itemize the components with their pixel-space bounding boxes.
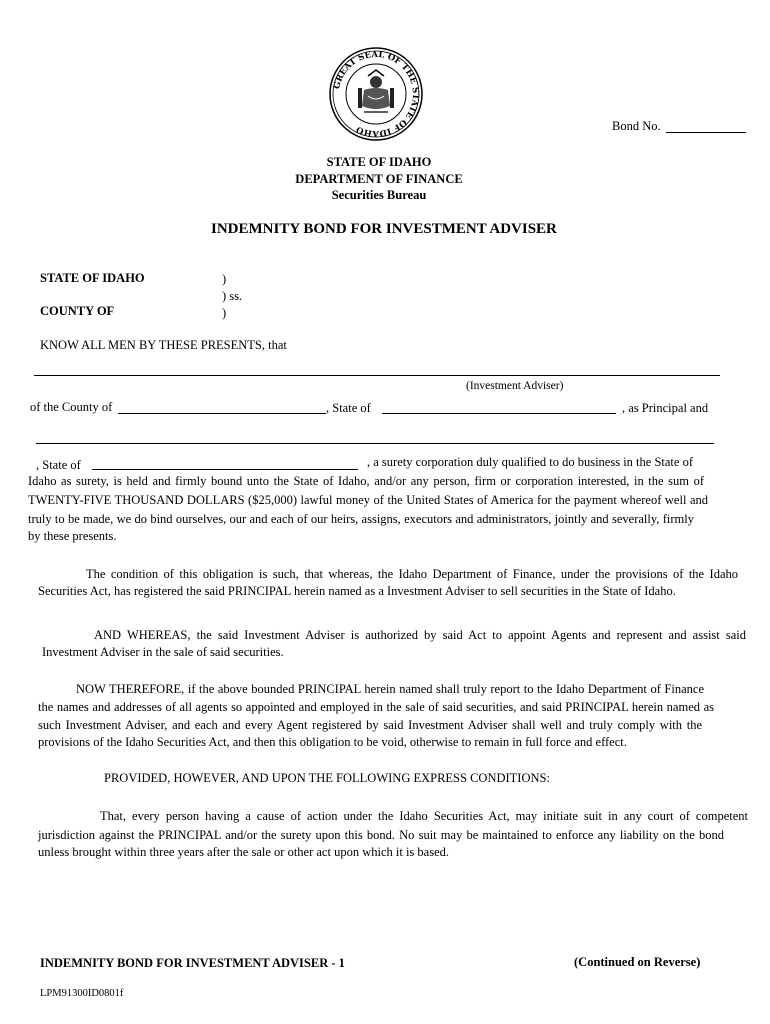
- continued-note: (Continued on Reverse): [574, 955, 701, 969]
- know-all-text: KNOW ALL MEN BY THESE PRESENTS, that: [40, 338, 287, 352]
- surety-line-2: Idaho as surety, is held and firmly bound unto the State of Idaho, and/or any person, firm or corporation interested, in the sum of: [28, 474, 704, 488]
- that-every-line-1: That, every person having a cause of action under the Idaho Securities Act, may initiate suit in any court of competent: [100, 809, 748, 823]
- bond-no-label: Bond No.: [612, 119, 661, 133]
- county-field[interactable]: [118, 413, 326, 414]
- investment-adviser-caption: (Investment Adviser): [466, 380, 564, 392]
- footer-title: INDEMNITY BOND FOR INVESTMENT ADVISER - 1: [40, 956, 345, 970]
- venue-paren-2: ) ss.: [222, 289, 243, 303]
- surety-corp-text: , a surety corporation duly qualified to do business in the State of: [367, 455, 693, 469]
- whereas-line-2: Investment Adviser in the sale of said securities.: [42, 645, 284, 659]
- now-therefore-line-3: such Investment Adviser, and each and every Agent registered by said Investment Adviser shall well and truly comply with the: [38, 718, 702, 732]
- venue-paren-3: ): [222, 306, 227, 320]
- venue-county: COUNTY OF: [40, 304, 115, 318]
- condition-line-2: Securities Act, has registered the said PRINCIPAL herein named as a Investment Adviser to sell securities in the State of Idaho.: [38, 584, 676, 598]
- header-state: STATE OF IDAHO: [326, 155, 432, 169]
- state-seal: [328, 46, 424, 142]
- surety-state-label: , State of: [36, 458, 81, 472]
- provided-heading: PROVIDED, HOWEVER, AND UPON THE FOLLOWING EXPRESS CONDITIONS:: [104, 771, 550, 785]
- investment-adviser-field[interactable]: [34, 375, 720, 376]
- surety-line-3: TWENTY-FIVE THOUSAND DOLLARS ($25,000) lawful money of the United States of America for the payment whereof well and: [28, 493, 708, 507]
- state-field-1[interactable]: [382, 413, 616, 414]
- now-therefore-line-1: NOW THEREFORE, if the above bounded PRINCIPAL herein named shall truly report to the Idaho Department of Finance: [76, 682, 704, 696]
- surety-line-4: truly to be made, we do bind ourselves, our and each of our heirs, assigns, executors and administrators, jointly and severally, firmly: [28, 512, 694, 526]
- whereas-line-1: AND WHEREAS, the said Investment Adviser is authorized by said Act to appoint Agents and represent and assist said: [94, 628, 746, 642]
- now-therefore-line-4: provisions of the Idaho Securities Act, and then this obligation to be void, otherwise to remain in full force and effect.: [38, 735, 627, 749]
- form-code: LPM91300ID0801f: [40, 988, 124, 999]
- surety-name-field[interactable]: [36, 443, 714, 444]
- of-county-label: of the County of: [30, 400, 113, 414]
- now-therefore-line-2: the names and addresses of all agents so appointed and employed in the sale of said securities, and said PRINCIPAL herein named as: [38, 700, 714, 714]
- that-every-line-3: unless brought within three years after the sale or other act upon which it is based.: [38, 845, 449, 859]
- surety-line-5: by these presents.: [28, 529, 117, 543]
- that-every-line-2: jurisdiction against the PRINCIPAL and/or the surety upon this bond. No suit may be maintained to enforce any liability on the bond: [38, 828, 724, 842]
- document-title: INDEMNITY BOND FOR INVESTMENT ADVISER: [211, 221, 557, 237]
- condition-line-1: The condition of this obligation is such, that whereas, the Idaho Department of Finance, under the provisions of the Idaho: [86, 567, 738, 581]
- svg-text:GREAT SEAL OF THE STATE OF IDA: GREAT SEAL OF THE STATE OF IDAHO: [332, 49, 421, 139]
- header-bureau: Securities Bureau: [331, 188, 427, 202]
- state-of-label: , State of: [326, 401, 371, 415]
- state-field-2[interactable]: [92, 469, 358, 470]
- venue-state: STATE OF IDAHO: [40, 271, 145, 285]
- as-principal-label: , as Principal and: [622, 401, 709, 415]
- venue-paren-1: ): [222, 272, 227, 286]
- bond-no-field[interactable]: [666, 132, 746, 133]
- header-department: DEPARTMENT OF FINANCE: [295, 172, 463, 186]
